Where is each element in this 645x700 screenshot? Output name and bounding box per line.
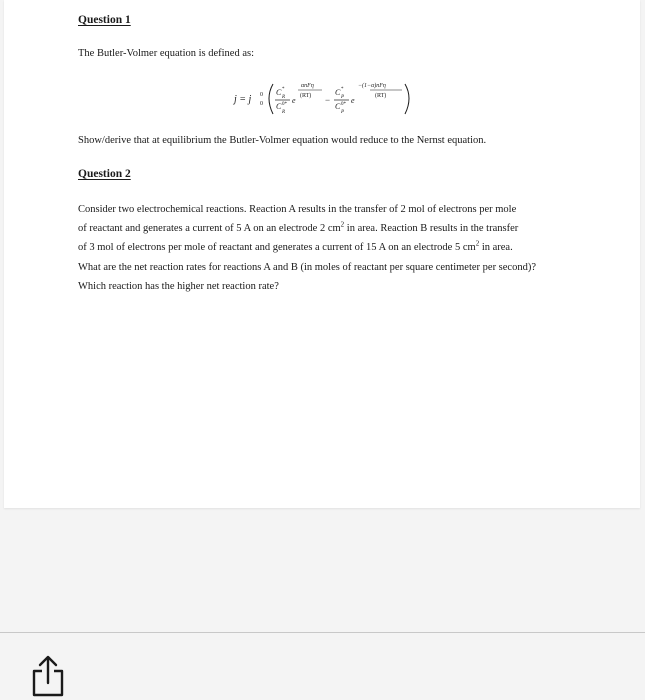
eq-term1-den: C [276,102,282,111]
eq-term1-den-sup: 0* [282,102,287,107]
eq-lhs: j = j [234,94,252,105]
q2-line-2a: of reactant and generates a current of 5 A on an electrode 2 cm [78,223,341,235]
q2-sup-1: 2 [340,220,345,229]
eq-lhs-sub: 0 [260,101,263,107]
question-1-intro: The Butler-Volmer equation is defined as: [78,48,255,59]
q2-sup-2: 2 [475,239,480,248]
share-icon[interactable] [30,655,66,697]
toolbar-divider [0,632,645,633]
eq-exp1-num: αnFη [301,83,314,89]
eq-close-paren [405,84,409,114]
q2-line-5: Which reaction has the higher net reaction rate? [78,280,279,292]
eq-term1-num-sub: R [282,95,286,100]
q2-line-2b: in area. Reaction B results in the transfer [344,223,519,235]
eq-exp1-den: (RT) [300,93,312,99]
eq-term2-num-sub: P [341,95,345,100]
q2-line-4: What are the net reaction rates for reactions A and B (in moles of reactant per square centimeter per second)? [78,261,537,273]
question-2-title: Question 2 [78,168,131,180]
eq-term2-den-sub: P [341,110,345,115]
q2-line-3a: of 3 mol of electrons per mole of reactant and generates a current of 15 A on an electrode 5 cm [78,242,476,254]
eq-term2-den: C [335,102,341,111]
eq-lhs-sup: 0 [260,92,263,98]
eq-exp2-num: −(1−α)nFη [358,83,386,89]
document-page [4,0,640,508]
question-2-body [78,200,568,296]
q2-line-3b: in area. [479,242,513,254]
question-1-prompt: Show/derive that at equilibrium the Butler-Volmer equation would reduce to the Nernst equation. [78,135,487,146]
question-1-title: Question 1 [78,14,131,26]
eq-term1-num-sup: * [282,87,285,92]
eq-term2-num-sup: * [341,87,344,92]
butler-volmer-equation [232,78,432,120]
q2-line-1: Consider two electrochemical reactions. Reaction A results in the transfer of 2 mol of electrons per mole [78,204,517,215]
eq-term2-den-sup: 0* [341,102,346,107]
eq-e1: e [292,96,296,105]
eq-exp2-den: (RT) [375,93,387,99]
eq-minus: − [325,95,331,105]
eq-term2-num: C [335,88,341,97]
eq-e2: e [351,96,355,105]
eq-term1-num: C [276,88,282,97]
eq-term1-den-sub: R [282,110,286,115]
eq-open-paren [269,84,273,114]
